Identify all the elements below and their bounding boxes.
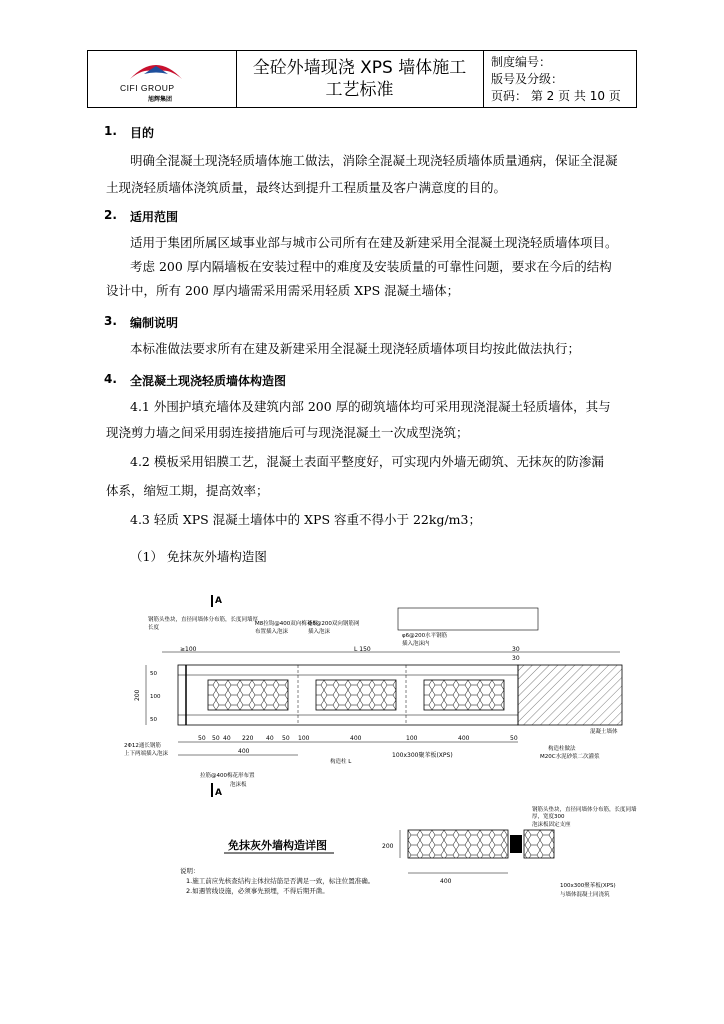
section-3-number: 3. — [104, 314, 117, 328]
label-long-bars: 2Φ12通长钢筋 — [124, 743, 161, 749]
label-column-method: 构造柱做法 — [548, 746, 576, 752]
version-label: 版号及分级： — [491, 72, 564, 86]
document-header — [87, 50, 637, 108]
note-rebar-spacer: 钢筋头垫块，直径同墙体分布筋，长度同墙厚 — [148, 617, 259, 623]
label-tie-layout: 拉筋@400梅花形布置 — [200, 773, 255, 779]
note-horizontal-bar: φ6@200水平钢筋 — [402, 633, 448, 639]
paragraph: 设计中，所有 200 厚内墙需采用需采用轻质 XPS 混凝土墙体； — [106, 283, 460, 298]
dim-b9: 100 — [406, 735, 418, 742]
dim-v-50b: 50 — [150, 717, 157, 723]
dim-b10: 400 — [458, 735, 470, 742]
section-2-title: 适用范围 — [130, 210, 179, 224]
notes-heading: 说明： — [180, 867, 200, 875]
label-long-bars-2: 上下两端插入泡沫 — [124, 751, 169, 757]
page-info: 页码： 第 2 页 共 10 页 — [491, 89, 621, 103]
logo-text-en: CIFI GROUP — [120, 83, 175, 93]
note-1: 1.施工前应先核查结构主体拉结筋是否满足一致，标注位置准确。 — [186, 877, 375, 885]
paragraph: 4.2 模板采用铝膜工艺，混凝土表面平整度好，可实现内外墙无砌筑、无抹灰的防渗漏 — [130, 454, 604, 469]
document-title — [236, 51, 484, 107]
title-line-1: 全砼外墙现浇 XPS 墙体施工 — [252, 58, 467, 78]
label-foam-board: 泡沫板 — [230, 782, 247, 788]
section-1-number: 1. — [104, 124, 117, 138]
xps-block — [208, 680, 288, 710]
dim-b4: 220 — [242, 735, 254, 742]
paragraph: 考虑 200 厚内隔墙板在安装过程中的难度及安装质量的可靠性问题，要求在今后的结构 — [130, 259, 612, 274]
concrete-column — [518, 665, 622, 725]
note-mesh: Φ6@200双向钢筋网 — [308, 621, 360, 627]
dim-v-200: 200 — [134, 689, 141, 701]
dim-b3: 40 — [223, 735, 231, 742]
note-mesh-2: 插入泡沫 — [308, 629, 331, 635]
dim-b7: 100 — [298, 735, 310, 742]
paragraph: 4.1 外围护填充墙体及建筑内部 200 厚的砌筑墙体均可采用现浇混凝土轻质墙体，其与 — [130, 399, 611, 414]
logo-cell — [88, 51, 237, 107]
doc-number-label: 制度编号： — [491, 55, 552, 69]
dim-b11: 50 — [510, 735, 518, 742]
paragraph: 4.3 轻质 XPS 混凝土墙体中的 XPS 容重不得小于 22kg/m3； — [130, 512, 481, 527]
svg-text:A: A — [215, 596, 222, 606]
note-tie-bar: M8拉钩@400双向梅花形 — [255, 621, 318, 627]
title-line-2: 工艺标准 — [325, 80, 394, 100]
detail-note-spacer-2: 厚，宽度300 — [532, 814, 565, 820]
logo-text-cn: 旭辉集团 — [148, 96, 173, 103]
xps-block — [424, 680, 504, 710]
detail-xps-block — [408, 830, 508, 858]
dim-top-30a: 30 — [512, 646, 520, 653]
dim-v-100: 100 — [150, 694, 161, 700]
cifi-logo-icon — [126, 57, 186, 83]
note-2: 2.如遇管线设施，必须事先预埋，不得后期开凿。 — [186, 887, 329, 895]
label-xps-board: 100x300聚苯板(XPS) — [392, 752, 453, 759]
note-tie-bar-2: 布置插入泡沫 — [255, 629, 289, 635]
section-3-title: 编制说明 — [130, 316, 179, 330]
note-horizontal-bar-2: 插入泡沫内 — [402, 641, 430, 647]
section-2-number: 2. — [104, 208, 117, 222]
detail-dim-h: 400 — [440, 878, 452, 885]
detail-title: 免抹灰外墙构造详图 — [228, 839, 327, 852]
dim-b8: 400 — [350, 735, 362, 742]
paragraph: 明确全混凝土现浇轻质墙体施工做法，消除全混凝土现浇轻质墙体质量通病，保证全混凝 — [130, 153, 618, 168]
detail-note-spacer: 钢筋头垫块，直径同墙体分布筋，长度同墙 — [532, 807, 637, 813]
label-concrete-wall: 混凝土墙体 — [590, 729, 618, 735]
paragraph: 适用于集团所属区域事业部与城市公司所有在建及新建采用全混凝土现浇轻质墙体项目。 — [130, 235, 618, 250]
detail-spacer — [510, 835, 522, 853]
section-1-title: 目的 — [130, 126, 155, 140]
label-grout: M20C水泥砂浆二次灌浆 — [540, 754, 600, 760]
paragraph: 土现浇轻质墙体浇筑质量，最终达到提升工程质量及客户满意度的目的。 — [106, 180, 507, 195]
detail-note-support: 泡沫板固定支座 — [532, 822, 571, 828]
document-meta — [485, 51, 637, 107]
title-box — [398, 608, 538, 630]
dim-top-100: ≥100 — [180, 646, 197, 653]
detail-note-xps: 100x300聚苯板(XPS) — [560, 883, 616, 889]
dim-v-50a: 50 — [150, 671, 157, 677]
label-column: 构造柱 L — [330, 759, 352, 765]
dim-b2: 50 — [212, 735, 220, 742]
dim-b6: 50 — [282, 735, 290, 742]
paragraph: 现浇剪力墙之间采用弱连接措施后可与现浇混凝土一次成型浇筑； — [106, 425, 469, 440]
detail-note-pour: 与墙体混凝土同浇筑 — [560, 892, 610, 898]
section-4-title: 全混凝土现浇轻质墙体构造图 — [130, 374, 287, 388]
dim-b-400: 400 — [238, 748, 250, 755]
dim-b1: 50 — [198, 735, 206, 742]
paragraph: 本标准做法要求所有在建及新建采用全混凝土现浇轻质墙体项目均按此做法执行； — [130, 341, 581, 356]
detail-dim-v: 200 — [382, 843, 394, 850]
figure-caption: （1） 免抹灰外墙构造图 — [130, 549, 267, 564]
dim-b5: 40 — [266, 735, 274, 742]
svg-text:A: A — [215, 788, 222, 798]
paragraph: 体系，缩短工期，提高效率； — [106, 483, 269, 498]
section-mark-bottom — [212, 783, 222, 798]
dim-top-l150: L 150 — [354, 646, 371, 653]
dim-top-30b: 30 — [512, 655, 520, 662]
section-4-number: 4. — [104, 372, 117, 386]
wall-construction-drawing — [120, 585, 640, 920]
section-mark-top — [212, 595, 222, 607]
note-rebar-spacer-2: 长度 — [148, 625, 160, 631]
detail-xps-block — [524, 830, 554, 858]
xps-block — [316, 680, 396, 710]
